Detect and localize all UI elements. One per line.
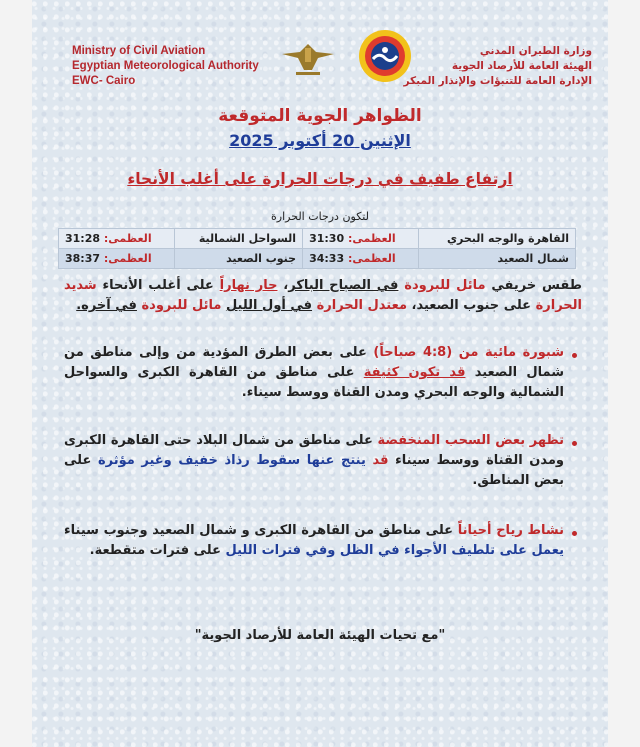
summary-highlight: مائل للبرودة bbox=[404, 278, 486, 293]
table-row bbox=[59, 249, 576, 269]
max-value: 31:30 bbox=[309, 232, 345, 245]
summary-highlight: حار نهاراً bbox=[219, 278, 278, 293]
bullet-heading: تظهر بعض السحب المنخفضة bbox=[377, 433, 564, 448]
header-ministry-en: Ministry of Civil Aviation bbox=[72, 45, 206, 57]
bullet-icon bbox=[572, 353, 577, 358]
max-label-cell bbox=[59, 229, 175, 249]
bullet-text: على بعض المناطق. bbox=[64, 453, 564, 488]
closing-signature: "مع تحيات الهيئة العامة للأرصاد الجوية" bbox=[194, 628, 446, 643]
bullet-text: على مناطق من القاهرة الكبرى و شمال الصعيد وجنوب سيناء bbox=[64, 523, 458, 538]
bullet-text: على مناطق من شمال البلاد حتى القاهرة الكبرى ومدن القناة ووسط سيناء bbox=[64, 433, 565, 468]
region-cell: شمال الصعيد bbox=[418, 249, 575, 269]
bullet-icon bbox=[572, 531, 577, 536]
bullet-text: على فترات متقطعة. bbox=[89, 543, 226, 558]
bullet-text: على مناطق من القاهرة الكبرى والسواحل الشمالية والوجه البحري ومدن القناة ووسط سيناء. bbox=[64, 365, 564, 400]
eagle-emblem-icon bbox=[278, 40, 338, 76]
summary-highlight: مائل للبرودة bbox=[141, 298, 222, 313]
table-caption: لتكون درجات الحرارة bbox=[271, 210, 369, 223]
header-directorate-ar: الإدارة العامة للتنبؤات والإنذار المبكر bbox=[403, 75, 592, 87]
bullet-highlight: قد تكون كثيفة bbox=[363, 365, 466, 380]
wind-bullet bbox=[64, 521, 564, 561]
header-ministry-ar: وزارة الطيران المدني bbox=[479, 45, 592, 57]
table-row bbox=[59, 229, 576, 249]
summary-text: طقس خريفي bbox=[485, 278, 582, 293]
bullet-highlight: ينتج عنها سقوط رذاذ خفيف وغير مؤثرة bbox=[97, 453, 366, 468]
bullet-highlight: يعمل على تلطيف الأجواء في الظل وفي فترات الليل bbox=[225, 543, 564, 558]
max-label: العظمى: bbox=[347, 232, 396, 245]
bullet-highlight: قد bbox=[372, 453, 389, 468]
forecast-date: الإثنين 20 أكتوبر 2025 bbox=[229, 131, 411, 150]
bullet-text: على بعض الطرق المؤدية من وإلى مناطق من شمال الصعيد bbox=[64, 345, 564, 380]
max-value: 34:33 bbox=[309, 252, 345, 265]
summary-highlight: معتدل الحرارة bbox=[316, 298, 407, 313]
summary-text: على أغلب الأنحاء bbox=[96, 278, 220, 293]
summary-underline: في آخره. bbox=[76, 298, 137, 313]
weather-summary bbox=[64, 276, 582, 316]
max-label-cell bbox=[303, 249, 419, 269]
max-label: العظمى: bbox=[103, 232, 152, 245]
page-title: الظواهر الجوية المتوقعة bbox=[218, 106, 422, 126]
summary-text: على جنوب الصعيد، bbox=[407, 298, 536, 313]
max-label: العظمى: bbox=[347, 252, 396, 265]
clouds-bullet bbox=[64, 431, 564, 491]
header-center-en: EWC- Cairo bbox=[72, 75, 136, 87]
temperature-table bbox=[58, 228, 576, 269]
summary-underline: في أول الليل bbox=[225, 298, 313, 313]
region-cell: السواحل الشمالية bbox=[174, 229, 302, 249]
fog-bullet bbox=[64, 343, 564, 403]
bullet-heading: نشاط رياح أحياناً bbox=[457, 523, 564, 538]
max-label: العظمى: bbox=[103, 252, 152, 265]
headline: ارتفاع طفيف في درجات الحرارة على أغلب الأنحاء bbox=[127, 170, 513, 188]
header-authority-ar: الهيئة العامة للأرصاد الجوية bbox=[451, 60, 592, 72]
summary-highlight: شديد الحرارة bbox=[64, 278, 582, 313]
header-arabic bbox=[392, 44, 592, 89]
summary-underline: في الصباح الباكر bbox=[288, 278, 399, 293]
max-value: 38:37 bbox=[65, 252, 101, 265]
region-cell: جنوب الصعيد bbox=[174, 249, 302, 269]
max-label-cell bbox=[303, 229, 419, 249]
max-label-cell bbox=[59, 249, 175, 269]
header-english bbox=[72, 44, 282, 89]
summary-text: ، bbox=[277, 278, 289, 293]
region-cell: القاهرة والوجه البحري bbox=[418, 229, 575, 249]
header-authority-en: Egyptian Meteorological Authority bbox=[72, 60, 259, 72]
bullet-heading: شبورة مائية من (4:8 صباحاً) bbox=[373, 345, 565, 360]
max-value: 31:28 bbox=[65, 232, 101, 245]
bullet-icon bbox=[572, 441, 577, 446]
